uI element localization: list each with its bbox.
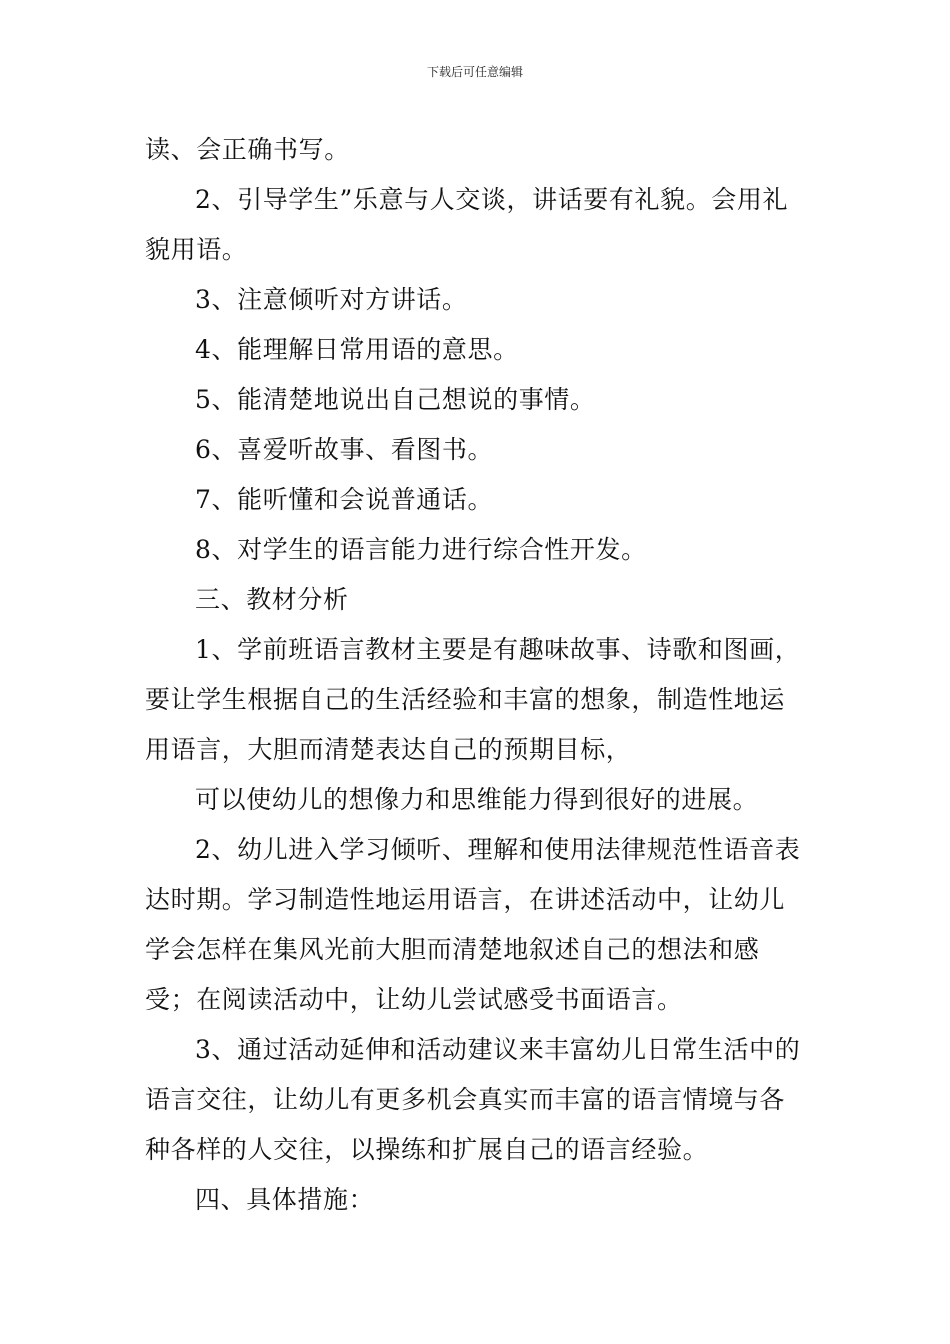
page-header-note: 下载后可任意编辑 [426,65,523,79]
paragraph: 可以使幼儿的想像力和思维能力得到很好的进展。 [195,785,759,814]
paragraph: 3、注意倾听对方讲话。 [195,285,468,314]
paragraph: 2、幼儿进入学习倾听、理解和使用法律规范性语音表达时期。学习制造性地运用语言，在讲述活动中，让幼儿学会怎样在集风光前大胆而清楚地叙述自己的想法和感受；在阅读活动中，让幼儿尝试感受书面语言。 [145,835,801,1014]
paragraph: 5、能清楚地说出自己想说的事情。 [195,385,596,414]
paragraph: 4、能理解日常用语的意思。 [195,335,519,364]
paragraph: 7、能听懂和会说普通话。 [195,485,494,514]
paragraph: 6、喜爱听故事、看图书。 [195,435,494,464]
paragraph: 2、引导学生”乐意与人交谈，讲话要有礼貌。会用礼貌用语。 [145,185,789,264]
paragraph: 1、学前班语言教材主要是有趣味故事、诗歌和图画，要让学生根据自己的生活经验和丰富的想象，制造性地运用语言，大胆而清楚表达自己的预期目标， [145,635,801,764]
paragraph: 读、会正确书写。 [145,135,350,164]
paragraph: 8、对学生的语言能力进行综合性开发。 [195,535,647,564]
document-body [145,125,810,1225]
section-heading: 三、教材分析 [195,585,349,614]
paragraph: 3、通过活动延伸和活动建议来丰富幼儿日常生活中的语言交往，让幼儿有更多机会真实而丰富的语言情境与各种各样的人交往，以操练和扩展自己的语言经验。 [145,1035,801,1164]
section-heading: 四、具体措施： [195,1185,375,1214]
